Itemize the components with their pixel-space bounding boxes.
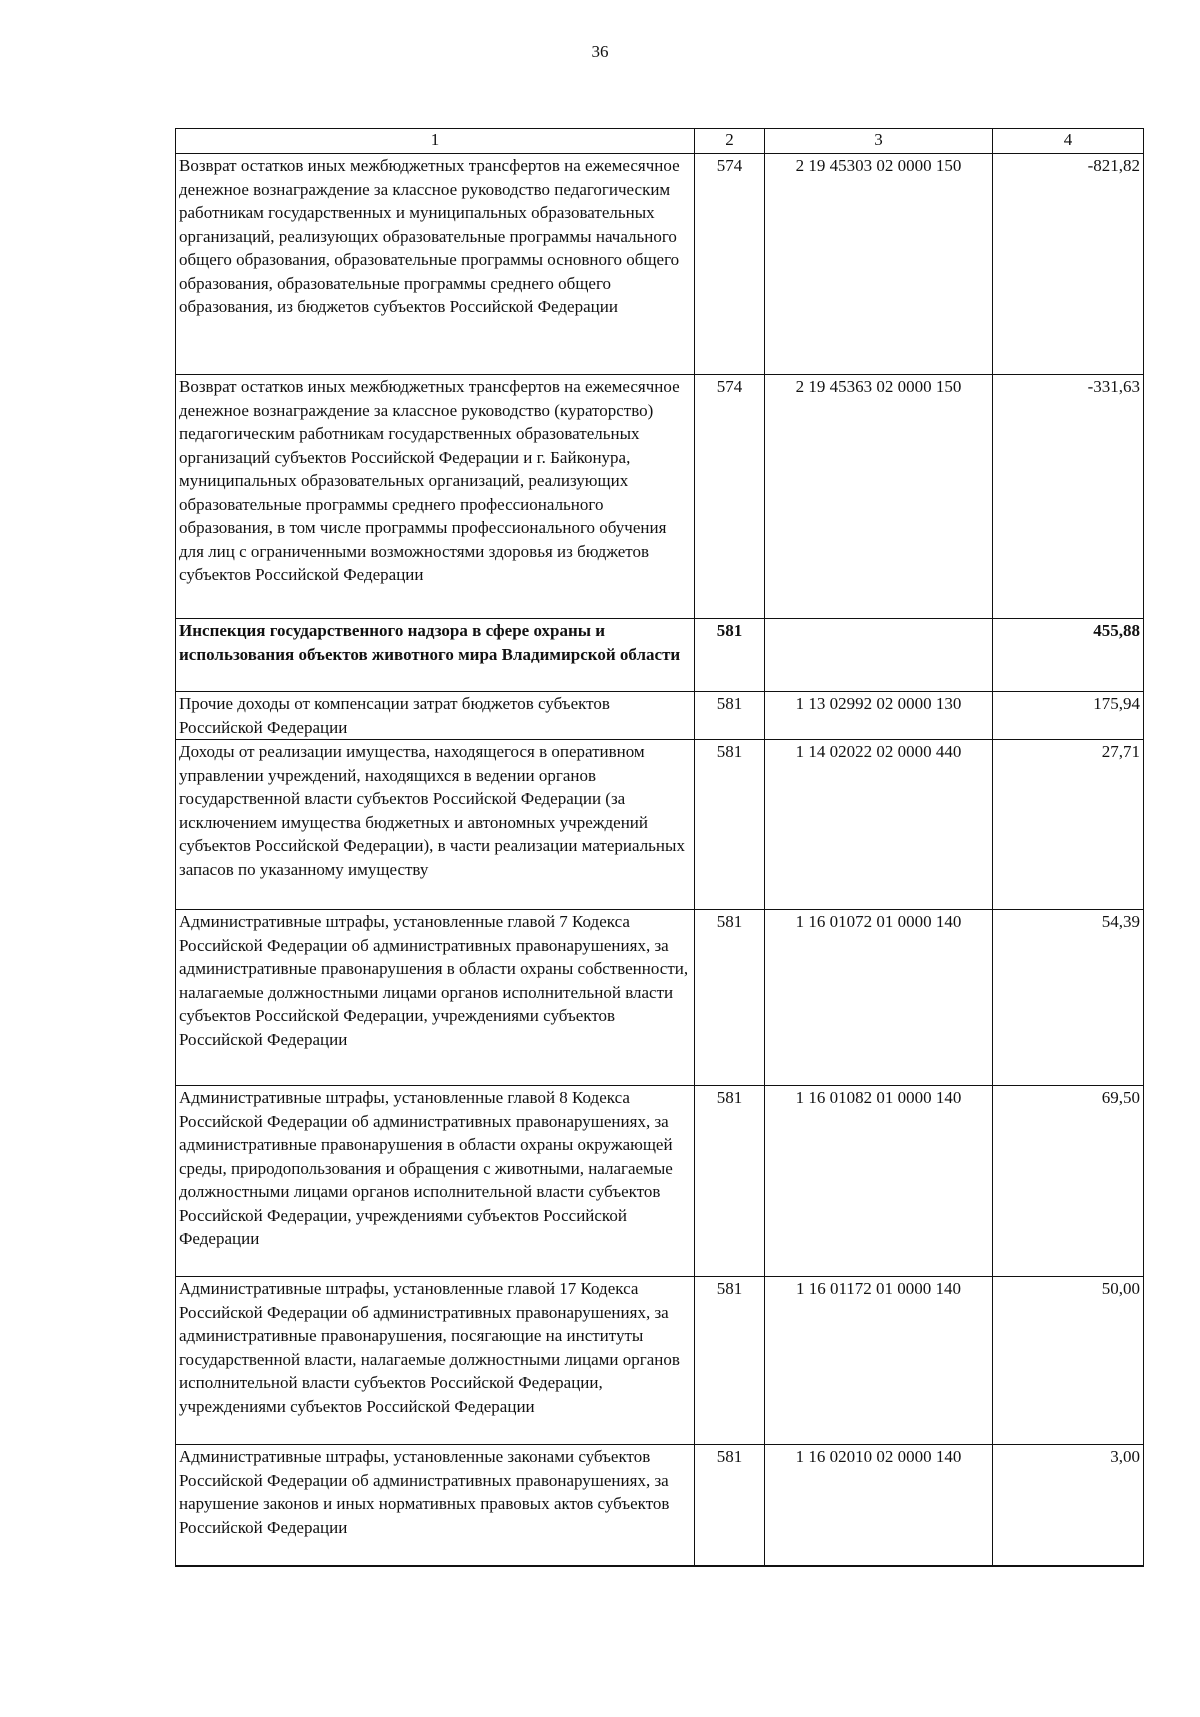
column-header-3: 3 (765, 129, 993, 154)
row-description: Административные штрафы, установленные главой 8 Кодекса Российской Федерации об административных правонарушениях, за административные правонарушения в области охраны окружающей среды, природопользования и обращения с животными, налагаемые должностными лицами органов исполнительной власти субъектов Российской Федерации, учреждениями субъектов Российской Федерации (176, 1086, 695, 1277)
row-amount: 27,71 (993, 740, 1144, 910)
row-description: Возврат остатков иных межбюджетных трансфертов на ежемесячное денежное вознаграждение за классное руководство педагогическим работникам государственных и муниципальных образовательных организаций, реализующих образовательные программы начального общего образования, образовательные программы основного общего образования, образовательные программы среднего общего образования, из бюджетов субъектов Российской Федерации (176, 154, 695, 375)
column-header-2: 2 (695, 129, 765, 154)
row-admin-code: 581 (695, 1086, 765, 1277)
row-budget-code: 1 13 02992 02 0000 130 (765, 692, 993, 740)
row-admin-code: 581 (695, 692, 765, 740)
row-description: Доходы от реализации имущества, находящегося в оперативном управлении учреждений, находящихся в ведении органов государственной власти субъектов Российской Федерации (за исключением имущества бюджетных и автономных учреждений субъектов Российской Федерации), в части реализации материальных запасов по указанному имуществу (176, 740, 695, 910)
row-description: Прочие доходы от компенсации затрат бюджетов субъектов Российской Федерации (176, 692, 695, 740)
table-row (176, 1277, 1144, 1445)
row-amount: 54,39 (993, 910, 1144, 1086)
row-amount: 69,50 (993, 1086, 1144, 1277)
row-description: Инспекция государственного надзора в сфере охраны и использования объектов животного мира Владимирской области (176, 619, 695, 692)
row-description: Административные штрафы, установленные главой 7 Кодекса Российской Федерации об административных правонарушениях, за административные правонарушения в области охраны собственности, налагаемые должностными лицами органов исполнительной власти субъектов Российской Федерации, учреждениями субъектов Российской Федерации (176, 910, 695, 1086)
row-admin-code: 581 (695, 740, 765, 910)
table-row (176, 375, 1144, 619)
table-row-section (176, 619, 1144, 692)
row-amount: -331,63 (993, 375, 1144, 619)
row-description: Возврат остатков иных межбюджетных трансфертов на ежемесячное денежное вознаграждение за классное руководство (кураторство) педагогическим работникам государственных образовательных организаций субъектов Российской Федерации и г. Байконура, муниципальных образовательных организаций, реализующих образовательные программы среднего профессионального образования, в том числе программы профессионального обучения для лиц с ограниченными возможностями здоровья из бюджетов субъектов Российской Федерации (176, 375, 695, 619)
row-budget-code: 2 19 45303 02 0000 150 (765, 154, 993, 375)
row-budget-code: 1 16 02010 02 0000 140 (765, 1445, 993, 1566)
table-row (176, 740, 1144, 910)
table-row (176, 1445, 1144, 1566)
table-row (176, 1086, 1144, 1277)
row-admin-code: 574 (695, 375, 765, 619)
table-row (176, 910, 1144, 1086)
row-budget-code: 1 14 02022 02 0000 440 (765, 740, 993, 910)
row-budget-code: 1 16 01082 01 0000 140 (765, 1086, 993, 1277)
row-admin-code: 581 (695, 1445, 765, 1566)
page-number: 36 (591, 42, 609, 61)
row-budget-code (765, 619, 993, 692)
row-description: Административные штрафы, установленные законами субъектов Российской Федерации об административных правонарушениях, за нарушение законов и иных нормативных правовых актов субъектов Российской Федерации (176, 1445, 695, 1566)
row-budget-code: 1 16 01172 01 0000 140 (765, 1277, 993, 1445)
row-amount: 455,88 (993, 619, 1144, 692)
row-admin-code: 581 (695, 619, 765, 692)
budget-table (175, 128, 1144, 1567)
row-admin-code: 574 (695, 154, 765, 375)
row-admin-code: 581 (695, 1277, 765, 1445)
table-row (176, 154, 1144, 375)
row-budget-code: 2 19 45363 02 0000 150 (765, 375, 993, 619)
row-description: Административные штрафы, установленные главой 17 Кодекса Российской Федерации об административных правонарушениях, за административные правонарушения, посягающие на институты государственной власти, налагаемые должностными лицами органов исполнительной власти субъектов Российской Федерации, учреждениями субъектов Российской Федерации (176, 1277, 695, 1445)
row-amount: 50,00 (993, 1277, 1144, 1445)
row-admin-code: 581 (695, 910, 765, 1086)
row-amount: -821,82 (993, 154, 1144, 375)
column-header-1: 1 (176, 129, 695, 154)
header-row (176, 129, 1144, 154)
row-amount: 3,00 (993, 1445, 1144, 1566)
column-header-4: 4 (993, 129, 1144, 154)
table-row (176, 692, 1144, 740)
row-amount: 175,94 (993, 692, 1144, 740)
row-budget-code: 1 16 01072 01 0000 140 (765, 910, 993, 1086)
